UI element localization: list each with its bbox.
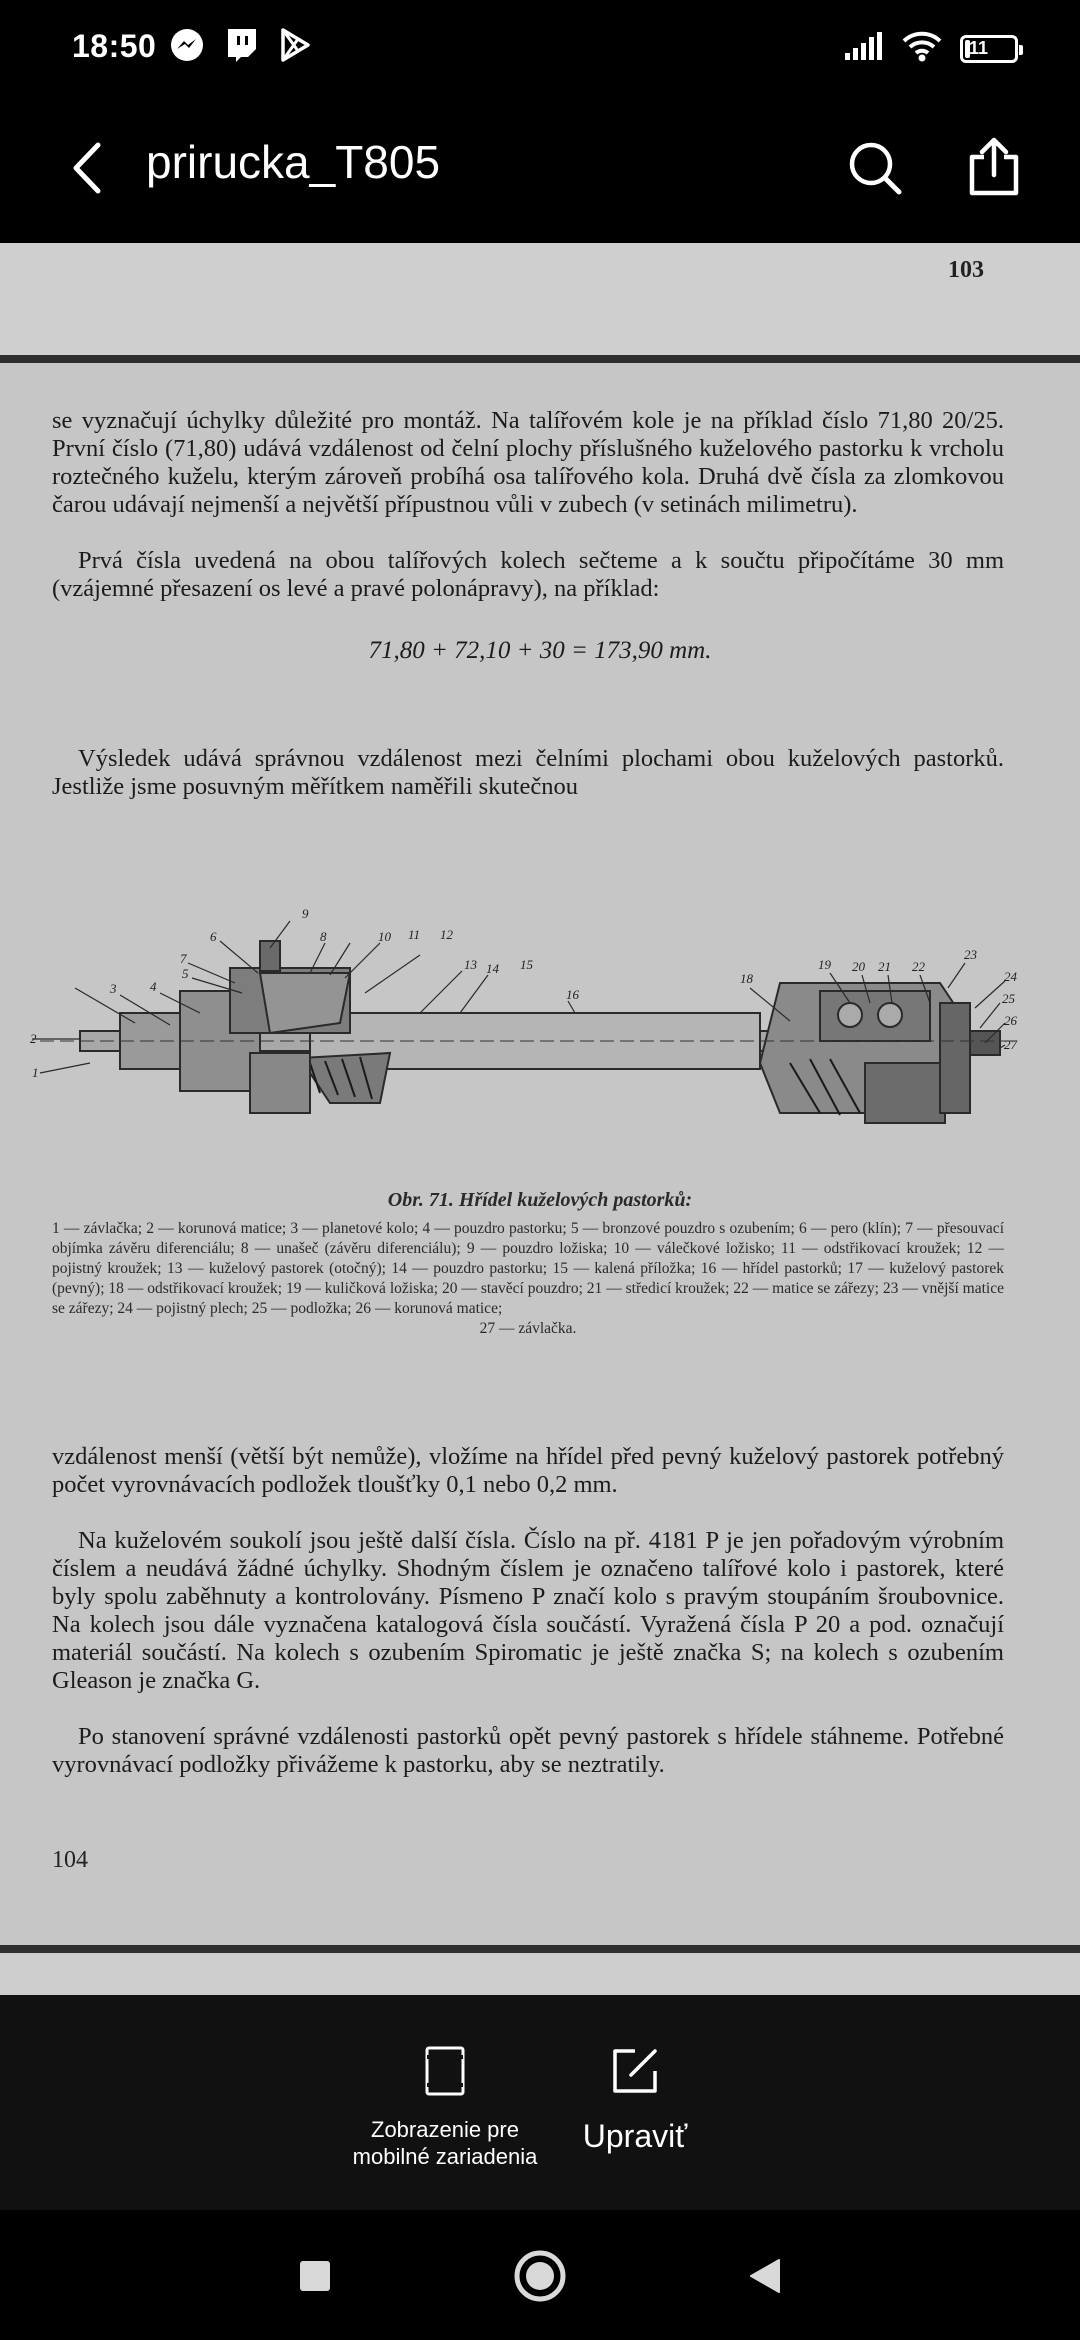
paragraph: se vyznačují úchylky důležité pro montáž. Na talířovém kole je na příklad číslo 71,80 20/25. První číslo (71,80) udává vzdálenost od čelní plochy příslušného kuželového pastorku k vrcholu roztečného kuželu, kterým zároveň probíhá osa talířového kola. Druhá dvě čísla za zlomkovou čarou udávají nejmenší a největší přípustnou vůli v zubech (v setinách milimetru). <box>52 407 1004 518</box>
edit-icon <box>609 2045 661 2097</box>
paragraph: Po stanovení správné vzdálenosti pastorků opět pevný pastorek s hřídele stáhneme. Potřebné vyrovnávací podložky přivážeme k pastorku, aby se neztratily. <box>52 1723 1004 1778</box>
page-divider <box>0 355 1080 363</box>
mobile-view-label: Zobrazenie pre mobilné zariadenia <box>352 2117 538 2169</box>
back-icon[interactable] <box>60 133 116 203</box>
edit-label: Upraviť <box>582 2118 688 2154</box>
home-icon[interactable] <box>510 2246 570 2306</box>
figure-label: 27 <box>1004 1037 1017 1052</box>
bottom-toolbar <box>0 1995 1080 2210</box>
play-store-icon <box>276 26 314 64</box>
status-time: 18:50 <box>72 28 157 64</box>
figure-label: 13 <box>464 957 477 972</box>
figure-label: 5 <box>182 966 189 981</box>
figure-label: 1 <box>32 1065 39 1080</box>
figure-label: 8 <box>320 929 327 944</box>
figure-label: 24 <box>1004 969 1017 984</box>
paragraph: Výsledek udává správnou vzdálenost mezi čelními plochami obou kuželových pastorků. Jestliže jsme posuvným měřítkem naměřili skutečnou <box>52 745 1004 800</box>
app-bar <box>0 95 1080 243</box>
shaft-drawing <box>20 863 1060 1183</box>
system-icons <box>844 30 1018 67</box>
document-viewer[interactable] <box>0 243 1080 1995</box>
mobile-view-icon <box>421 2045 469 2097</box>
figure-legend-end: 27 — závlačka. <box>479 1320 577 1337</box>
figure-label: 11 <box>408 927 421 942</box>
current-page <box>0 363 1080 1945</box>
battery-icon <box>960 35 1018 63</box>
wifi-icon <box>902 30 942 67</box>
battery-percent: 11 <box>969 38 989 58</box>
figure-label: 22 <box>912 959 925 974</box>
previous-page-number: 103 <box>948 257 984 283</box>
figure-label: 7 <box>180 951 187 966</box>
figure-label: 3 <box>110 981 117 996</box>
share-icon[interactable] <box>958 131 1030 203</box>
mobile-view-button[interactable] <box>330 2045 560 2170</box>
figure-label: 6 <box>210 929 217 944</box>
twitch-icon <box>222 26 260 64</box>
system-nav-bar <box>0 2210 1080 2340</box>
equation: 71,80 + 72,10 + 30 = 173,90 mm. <box>368 637 712 664</box>
figure-label: 21 <box>878 959 891 974</box>
status-bar <box>0 0 1080 95</box>
figure-label: 14 <box>486 961 499 976</box>
messenger-icon <box>168 26 206 64</box>
signal-icon <box>844 31 884 66</box>
figure-label: 12 <box>440 927 453 942</box>
recent-apps-icon[interactable] <box>285 2246 345 2306</box>
figure-label: 16 <box>566 987 579 1002</box>
edit-button[interactable] <box>560 2045 710 2155</box>
figure-label: 19 <box>818 957 831 972</box>
paragraph: vzdálenost menší (větší být nemůže), vložíme na hřídel před pevný kuželový pastorek potřebný počet vyrovnávacích podložek tloušťky 0,1 nebo 0,2 mm. <box>52 1443 1004 1498</box>
figure-label: 25 <box>1002 991 1015 1006</box>
paragraph: Na kuželovém soukolí jsou ještě další čísla. Číslo na př. 4181 P je jen pořadovým výrobním číslem a neudává žádné úchylky. Shodným číslem je označeno talířové kolo i pastorek, které byly spolu zaběhnuty a kontrolovány. Písmeno P značí kolo s pravým stoupáním šroubovnice. Na kolech jsou dále vyznačena katalogová čísla součástí. Vyražená čísla P 20 a pod. označují materiál součástí. Na kolech s ozubením Spiromatic je ještě značka S; na kolech s ozubením Gleason je značka G. <box>52 1527 1004 1694</box>
figure-label: 10 <box>378 929 391 944</box>
document-title: prirucka_T805 <box>146 136 441 188</box>
back-nav-icon[interactable] <box>735 2246 795 2306</box>
figure-label: 4 <box>150 979 157 994</box>
page-divider <box>0 1945 1080 1953</box>
figure-label: 2 <box>30 1031 37 1046</box>
previous-page <box>0 243 1080 355</box>
next-page <box>0 1953 1080 1995</box>
figure-label: 26 <box>1004 1013 1017 1028</box>
figure-legend: 1 — závlačka; 2 — korunová matice; 3 — planetové kolo; 4 — pouzdro pastorku; 5 — bronzové pouzdro s ozubením; 6 — pero (klín); 7 — přesouvací objímka závěru diferenciálu; 8 — unašeč (závěru diferenciálu); 9 — pouzdro ložiska; 10 — válečkové ložisko; 11 — odstřikovací kroužek; 12 — pojistný kroužek; 13 — kuželový pastorek (otočný); 14 — pouzdro pastorku; 15 — kalená příložka; 16 — hřídel pastorků; 17 — kuželový pastorek (pevný); 18 — odstřikovací kroužek; 19 — kuličková ložiska; 20 — stavěcí pouzdro; 21 — středicí kroužek; 22 — matice se zářezy; 23 — vnější matice se zářezy; 24 — pojistný plech; 25 — podložka; 26 — korunová matice; <box>52 1220 1004 1317</box>
paragraph: Prvá čísla uvedená na obou talířových kolech sečteme a k součtu připočítáme 30 mm (vzájemné přesazení os levé a pravé polonápravy), na příklad: <box>52 547 1004 602</box>
figure-label: 18 <box>740 971 753 986</box>
figure-caption: Obr. 71. Hřídel kuželových pastorků: <box>387 1189 693 1211</box>
figure-label: 23 <box>964 947 977 962</box>
notification-icons <box>168 26 314 64</box>
search-icon[interactable] <box>840 133 910 203</box>
figure-label: 15 <box>520 957 533 972</box>
page-number: 104 <box>52 1847 88 1873</box>
figure-label: 9 <box>302 906 309 921</box>
figure-label: 20 <box>852 959 865 974</box>
